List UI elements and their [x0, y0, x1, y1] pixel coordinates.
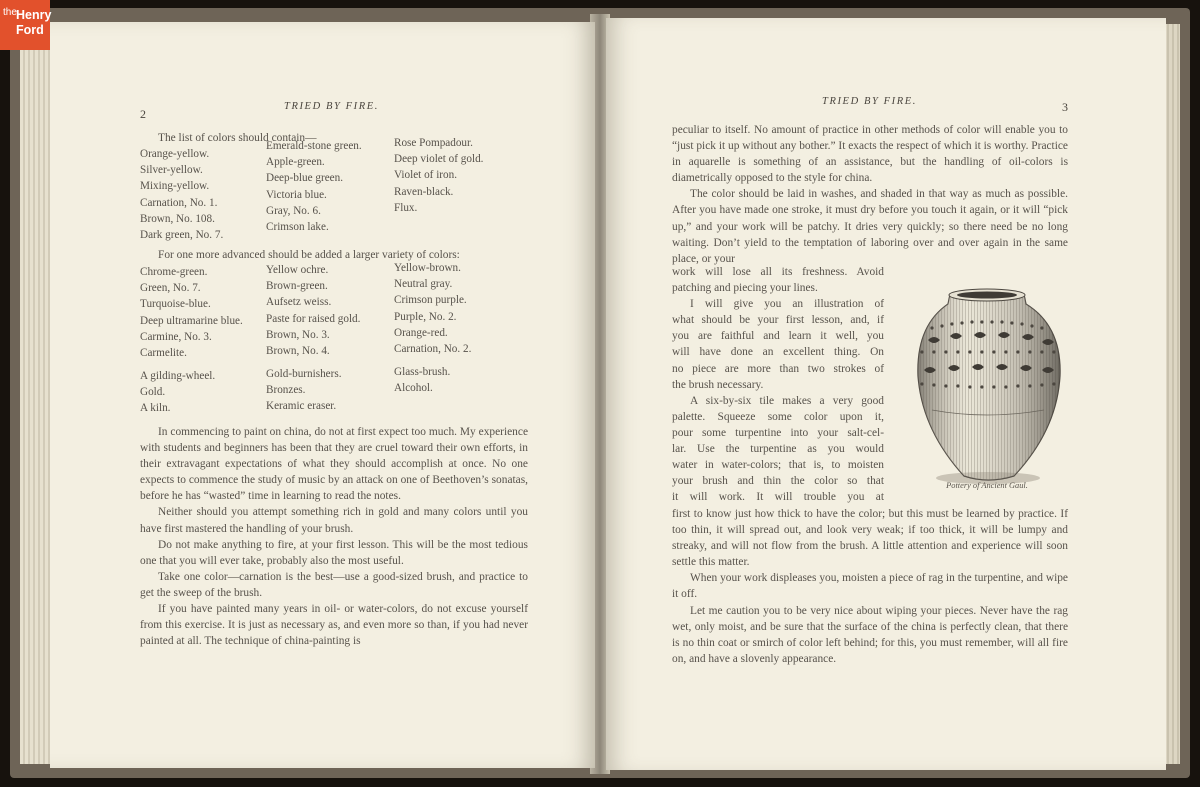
color-list-item: A kiln.	[140, 402, 171, 415]
logo-text: Henry	[16, 8, 52, 22]
color-list-item: Gray, No. 6.	[266, 204, 321, 217]
tools-list-col3	[394, 364, 450, 396]
advanced-intro: For one more advanced should be added a larger variety of colors:	[158, 249, 460, 261]
colors-list-col3	[394, 135, 483, 216]
text-line: your brush and thin the color so that	[672, 475, 884, 488]
tools-list-col1	[140, 368, 215, 417]
text-line: lar. Use the turpentine as you would	[672, 443, 884, 456]
color-list-item: Deep violet of gold.	[394, 153, 484, 166]
tools-list-col2	[266, 366, 342, 415]
text-line: the brush necessary.	[672, 378, 764, 391]
color-list-item: Brown, No. 108.	[140, 212, 215, 225]
color-list-item: Alcohol.	[394, 382, 433, 395]
color-list-item: Purple, No. 2.	[394, 310, 457, 323]
right-top-text	[672, 122, 1068, 267]
color-list-item: Brown-green.	[266, 280, 328, 293]
colors-intro: The list of colors should contain—	[158, 132, 317, 144]
color-list-item: Chrome-green.	[140, 266, 208, 278]
color-list-item: Silver-yellow.	[140, 164, 203, 177]
paragraph: When your work displeases you, moisten a piece of rag in the turpentine, and wipe it off.	[672, 572, 1068, 601]
color-list-item: Crimson purple.	[394, 294, 467, 307]
color-list-item: Dark green, No. 7.	[140, 228, 224, 241]
logo-text: Ford	[16, 23, 44, 37]
pottery-vase-image	[902, 280, 1072, 490]
color-list-item: Aufsetz weiss.	[266, 296, 332, 309]
color-list-item: Flux.	[394, 201, 418, 214]
color-list-item: Victoria blue.	[266, 188, 327, 201]
logo-text: the	[3, 7, 17, 18]
color-list-item: Carmine, No. 3.	[140, 330, 212, 343]
paragraph: The color should be laid in washes, and shaded in that way as much as possible. After you have made one stroke, it must dry before you touch it again, or it will “pick up,” and your work will be patchy. It dries very quickly; so there need be no long waiting. Don’t yield to the temptation of laboring over and over again in the same place, or your	[672, 188, 1068, 265]
text-line: no piece are more than two strokes of	[672, 362, 884, 375]
the-henry-ford-logo	[0, 0, 50, 50]
paragraph: Neither should you attempt something rich in gold and many colors until you have first mastered the handling of your brush.	[140, 506, 528, 535]
color-list-item: Keramic eraser.	[266, 400, 337, 413]
text-line: I will give you an illustration of	[690, 298, 884, 311]
color-list-item: Glass-brush.	[394, 366, 451, 378]
color-list-item: Violet of iron.	[394, 169, 458, 182]
text-line: water in water-colors; that is, to moisten	[672, 459, 884, 472]
color-list-item: Gold.	[140, 386, 166, 399]
page-edges-left	[20, 42, 50, 764]
advanced-list-col1	[140, 264, 243, 361]
color-list-item: Bronzes.	[266, 384, 306, 397]
color-list-item: Yellow ochre.	[266, 264, 329, 276]
paragraph: Let me caution you to be very nice about wiping your pieces. Never have the rag wet, only moist, and be sure that the surface of the china is perfectly clean, that there is no thin coat or smirch of color left behind; for this, you must remember, will all fire on, and have a slovenly appearance.	[672, 604, 1068, 665]
text-beside-figure	[672, 264, 884, 505]
color-list-item: Apple-green.	[266, 156, 325, 169]
color-list-item: Carnation, No. 1.	[140, 196, 218, 209]
right-bottom-text	[672, 506, 1068, 667]
paragraph: first to know just how thick to have the color; but this must be learned by practice. If too thin, it will spread out, and look very weak; if too thick, it will be lumpy and streaky, and will not flow from the brush. A little attention and experience will soon settle this matter.	[672, 508, 1068, 569]
left-page	[50, 22, 595, 768]
text-line: patching and piecing your lines.	[672, 282, 818, 295]
color-list-item: Crimson lake.	[266, 220, 329, 233]
text-line: what should be your first lesson, and, if	[672, 314, 884, 327]
color-list-item: Deep ultramarine blue.	[140, 314, 243, 327]
colors-list-col2	[266, 138, 362, 235]
colors-list-col1	[140, 146, 223, 243]
page-number: 2	[140, 107, 146, 121]
color-list-item: Orange-red.	[394, 326, 448, 339]
text-line: will have done an excellent thing. On	[672, 346, 884, 359]
paragraph: Do not make anything to fire, at your first lesson. This will be the most tedious one that you will ever take, probably also the most useful.	[140, 538, 528, 567]
color-list-item: Rose Pompadour.	[394, 137, 473, 149]
color-list-item: Emerald-stone green.	[266, 140, 362, 152]
color-list-item: Brown, No. 4.	[266, 344, 330, 357]
color-list-item: Yellow-brown.	[394, 262, 461, 274]
page-edges-right	[1164, 24, 1180, 764]
text-line: pour some turpentine into your salt-cel-	[672, 426, 884, 439]
color-list-item: Mixing-yellow.	[140, 180, 210, 193]
running-head: TRIED BY FIRE.	[284, 101, 380, 112]
color-list-item: Raven-black.	[394, 185, 454, 198]
text-line: you are faithful and learn it well, you	[672, 330, 884, 343]
text-line: palette. Squeeze some color upon it,	[672, 410, 884, 423]
color-list-item: Carnation, No. 2.	[394, 342, 472, 355]
left-body-text	[140, 424, 528, 649]
color-list-item: A gilding-wheel.	[140, 370, 216, 382]
paragraph: peculiar to itself. No amount of practice in other methods of color will enable you to “just pick it up without any bother.” It exacts the respect of which it is worthy. Practice in aquarelle is something of an assistance, but the handling of oil-colors is diametrically opposed to the style for china.	[672, 124, 1068, 185]
text-line: A six-by-six tile makes a very good	[690, 394, 884, 407]
advanced-list-col2	[266, 262, 360, 359]
color-list-item: Green, No. 7.	[140, 282, 201, 295]
page-number: 3	[1062, 100, 1068, 114]
color-list-item: Gold-burnishers.	[266, 368, 342, 380]
paragraph: In commencing to paint on china, do not at first expect too much. My experience with students and beginners has been that they are cruel toward their own efforts, in their extravagant expectations of what they should accomplish at once. No one expects to commence the study of music by an attack on one of Beethoven’s sonatas, before he has “wasted” time in learning to read the notes.	[140, 426, 528, 503]
text-line: it will work. It will trouble you at	[672, 491, 884, 504]
advanced-list-col3	[394, 260, 471, 357]
color-list-item: Neutral gray.	[394, 278, 453, 291]
ancient-pottery-illustration	[902, 280, 1072, 490]
color-list-item: Paste for raised gold.	[266, 312, 361, 325]
color-list-item: Brown, No. 3.	[266, 328, 330, 341]
color-list-item: Turquoise-blue.	[140, 298, 211, 311]
color-list-item: Deep-blue green.	[266, 172, 344, 185]
paragraph: Take one color—carnation is the best—use a good-sized brush, and practice to get the sweep of the brush.	[140, 570, 528, 599]
color-list-item: Carmelite.	[140, 346, 187, 359]
paragraph: If you have painted many years in oil- or water-colors, do not excuse yourself from this exercise. It is just as necessary as, and even more so than, if you had never painted at all. The technique of china-painting is	[140, 603, 528, 648]
text-line: work will lose all its freshness. Avoid	[672, 266, 884, 278]
running-head: TRIED BY FIRE.	[822, 96, 918, 107]
color-list-item: Orange-yellow.	[140, 148, 210, 160]
right-page	[606, 18, 1166, 770]
figure-caption: Pottery of Ancient Gaul.	[946, 481, 1028, 490]
